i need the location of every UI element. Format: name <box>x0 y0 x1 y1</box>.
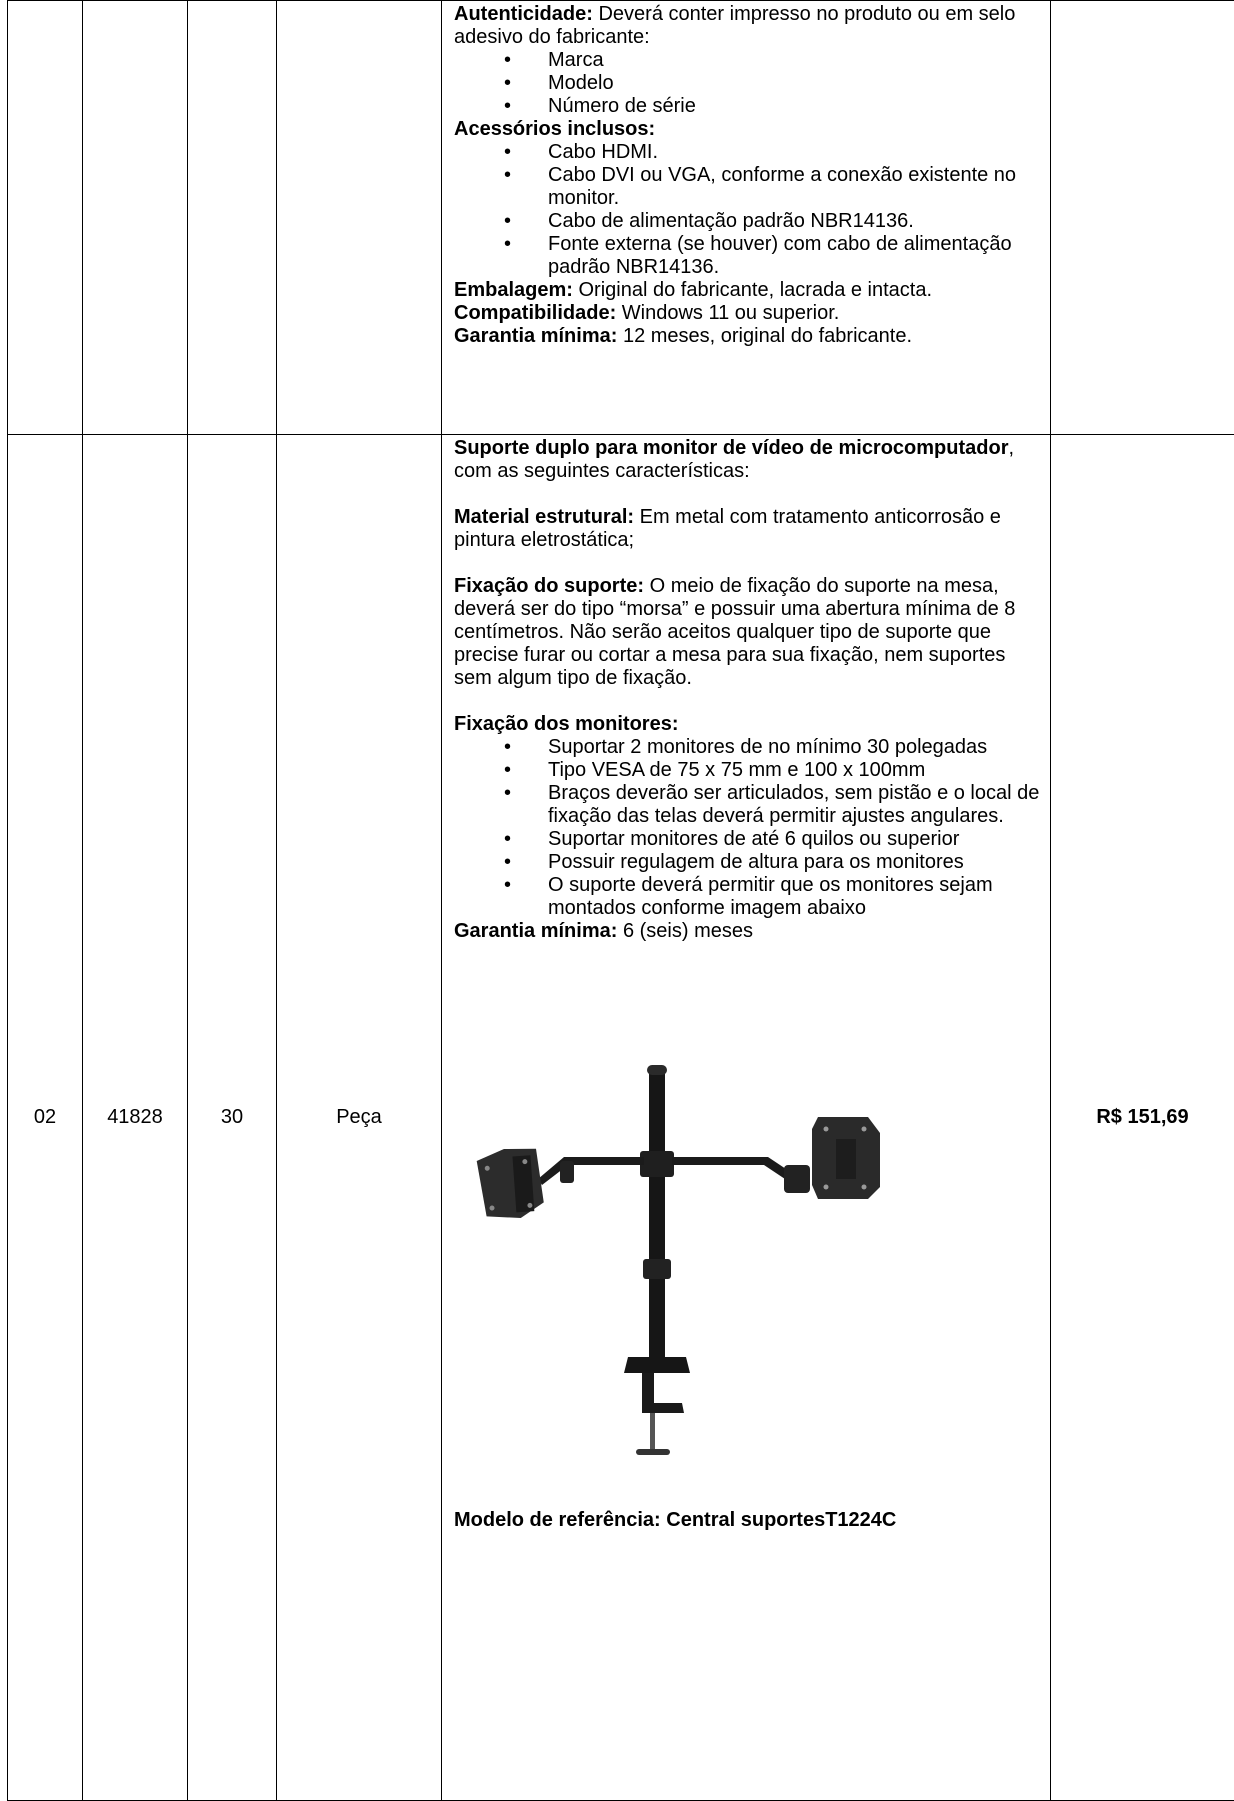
compatibility-line: Compatibilidade: Windows 11 ou superior. <box>454 302 1040 325</box>
list-item: • Cabo de alimentação padrão NBR14136. <box>454 210 1040 233</box>
warranty-line: Garantia mínima: 12 meses, original do fabricante. <box>454 325 1040 348</box>
material-paragraph: Material estrutural: Em metal com tratamento anticorrosão e pintura eletrostática; <box>454 506 1040 552</box>
list-item: • Marca <box>454 49 1040 72</box>
list-item: • Possuir regulagem de altura para os monitores <box>454 851 1040 874</box>
description-cell <box>442 435 1051 1801</box>
list-item: • Cabo HDMI. <box>454 141 1040 164</box>
item-unit: Peça <box>277 435 442 1801</box>
list-item: • Suportar 2 monitores de no mínimo 30 polegadas <box>454 736 1040 759</box>
item-code: 41828 <box>83 435 188 1801</box>
list-item: • Número de série <box>454 95 1040 118</box>
list-item: • Cabo DVI ou VGA, conforme a conexão existente no monitor. <box>454 164 1040 210</box>
authenticity-list <box>454 49 1040 118</box>
authenticity-paragraph: Autenticidade: Deverá conter impresso no produto ou em selo adesivo do fabricante: <box>454 3 1040 49</box>
accessories-list <box>454 141 1040 279</box>
list-item: • Tipo VESA de 75 x 75 mm e 100 x 100mm <box>454 759 1040 782</box>
price-cell <box>1051 1 1234 435</box>
item-title: Suporte duplo para monitor de vídeo de microcomputador, com as seguintes características: <box>454 437 1040 483</box>
item-quantity: 30 <box>188 435 277 1801</box>
unit-cell <box>277 1 442 435</box>
description-cell <box>442 1 1051 435</box>
packaging-line: Embalagem: Original do fabricante, lacrada e intacta. <box>454 279 1040 302</box>
code-cell <box>83 1 188 435</box>
reference-model: Modelo de referência: Central suportesT1224C <box>454 1509 1040 1532</box>
qty-cell <box>188 1 277 435</box>
list-item: • O suporte deverá permitir que os monitores sejam montados conforme imagem abaixo <box>454 874 1040 920</box>
table-row <box>8 1 1234 435</box>
fixation-paragraph: Fixação do suporte: O meio de fixação do suporte na mesa, deverá ser do tipo “morsa” e possuir uma abertura mínima de 8 centímetros. Não serão aceitos qualquer tipo de suporte que precise furar ou cortar a mesa para sua fixação, nem suportes sem algum tipo de fixação. <box>454 575 1040 690</box>
list-item: • Braços deverão ser articulados, sem pistão e o local de fixação das telas deverá permitir ajustes angulares. <box>454 782 1040 828</box>
monitor-fixation-list <box>454 736 1040 920</box>
list-item: • Fonte externa (se houver) com cabo de alimentação padrão NBR14136. <box>454 233 1040 279</box>
warranty-line: Garantia mínima: 6 (seis) meses <box>454 920 1040 943</box>
monitor-fixation-heading: Fixação dos monitores: <box>454 713 1040 736</box>
spec-table <box>7 0 1234 1801</box>
item-number: 02 <box>8 435 83 1801</box>
list-item: • Modelo <box>454 72 1040 95</box>
monitor-stand-image <box>468 1061 988 1461</box>
item-cell <box>8 1 83 435</box>
table-row <box>8 435 1234 1801</box>
list-item: • Suportar monitores de até 6 quilos ou superior <box>454 828 1040 851</box>
item-price: R$ 151,69 <box>1051 435 1234 1801</box>
accessories-heading: Acessórios inclusos: <box>454 118 1040 141</box>
